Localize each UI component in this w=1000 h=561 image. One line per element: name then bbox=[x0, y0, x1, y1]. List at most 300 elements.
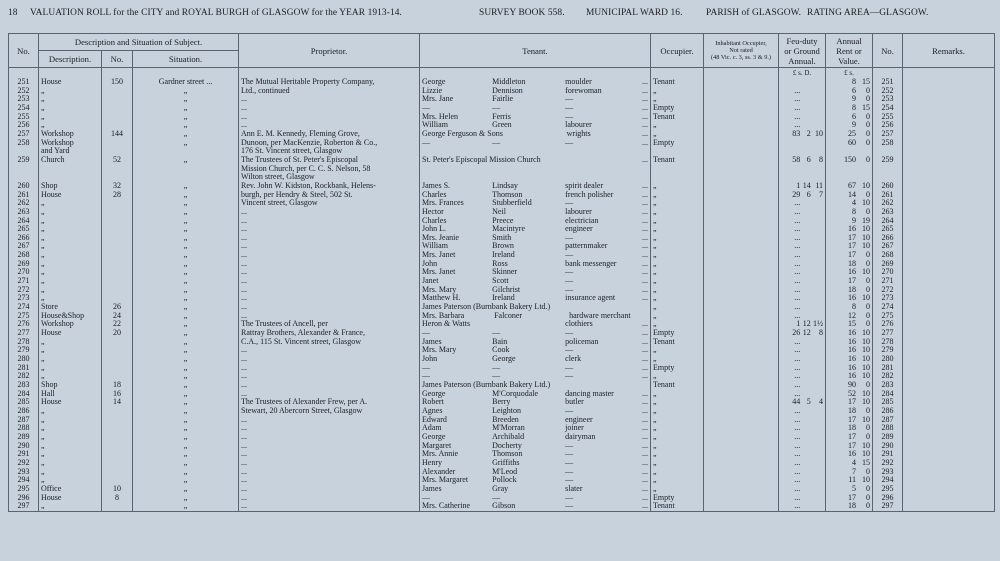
rating-area: RATING AREA—GLASGOW. bbox=[807, 8, 929, 18]
feu-shillings bbox=[800, 364, 811, 373]
row-feu-duty bbox=[779, 260, 826, 269]
feu-pounds: ... bbox=[794, 362, 801, 372]
tenant-first-name: George bbox=[422, 388, 446, 398]
row-situation: Gardner street ... bbox=[133, 78, 239, 87]
feu-shillings bbox=[800, 355, 811, 364]
tenant-occupation: hardware merchant bbox=[569, 310, 631, 320]
row-proprietor: The Trustees of Alexander Frew, per A. bbox=[239, 398, 420, 407]
rent-pounds: 12 bbox=[848, 310, 857, 320]
row-tenant bbox=[420, 346, 651, 355]
feu-pence bbox=[811, 104, 823, 113]
tenant-occupation: wrights bbox=[566, 128, 591, 138]
row-inhabitant bbox=[704, 312, 779, 321]
feu-pounds: ... bbox=[794, 276, 801, 286]
row-feu-duty bbox=[779, 468, 826, 477]
tenant-occupation: — bbox=[565, 94, 574, 104]
row-occupier: „ bbox=[651, 303, 704, 312]
feu-pounds: ... bbox=[794, 371, 801, 381]
tenant-occupation: policeman bbox=[565, 336, 599, 346]
col-inhabitant-line1: Inhabitant Occupier, bbox=[715, 40, 767, 47]
feu-pounds: ... bbox=[794, 388, 801, 398]
rent-shillings: 0 bbox=[866, 501, 871, 511]
row-description: House bbox=[39, 398, 102, 407]
col-feu-line3: Annual. bbox=[788, 55, 816, 66]
row-description: „ bbox=[39, 433, 102, 442]
row-remarks bbox=[903, 416, 995, 425]
feu-pence bbox=[811, 303, 823, 312]
row-inhabitant bbox=[704, 242, 779, 251]
row-number-right: 285 bbox=[873, 398, 903, 407]
col-inhabitant-occupier bbox=[704, 34, 779, 68]
row-feu-duty bbox=[779, 502, 826, 511]
row-inhabitant bbox=[704, 442, 779, 451]
row-feu-duty bbox=[779, 251, 826, 260]
row-tenant bbox=[420, 476, 651, 485]
feu-pounds: ... bbox=[794, 501, 801, 511]
row-number: 284 bbox=[9, 390, 39, 399]
row-situation: „ bbox=[133, 433, 239, 442]
row-occupier: Empty bbox=[651, 104, 704, 113]
tenant-occupation: — bbox=[565, 440, 574, 450]
rent-pounds: 16 bbox=[848, 224, 857, 234]
tenant-occupation: — bbox=[565, 449, 574, 459]
row-tenant bbox=[420, 234, 651, 243]
row-occupier: Tenant bbox=[651, 156, 704, 165]
row-feu-duty bbox=[779, 442, 826, 451]
feu-pounds: ... bbox=[794, 440, 801, 450]
col-description-group: Description and Situation of Subject. bbox=[39, 34, 239, 51]
row-tenant bbox=[420, 320, 651, 329]
feu-shillings bbox=[800, 407, 811, 416]
feu-pounds: ... bbox=[794, 215, 801, 225]
rent-shillings: 0 bbox=[866, 206, 871, 216]
row-number-right: 273 bbox=[873, 294, 903, 303]
feu-pounds: ... bbox=[794, 241, 801, 251]
row-situation: „ bbox=[133, 416, 239, 425]
tenant-occupation: engineer bbox=[565, 224, 593, 234]
rent-shillings: 10 bbox=[862, 198, 871, 208]
row-number-right: 291 bbox=[873, 450, 903, 459]
col-inhabitant-line3: (48 Vic. c. 3, ss. 3 & 9.) bbox=[711, 54, 772, 61]
row-proprietor: Dunoon, per MacKenzie, Roberton & Co., bbox=[239, 139, 420, 148]
tenant-leader-dots: ... bbox=[642, 397, 649, 407]
row-proprietor: ... bbox=[239, 95, 420, 104]
row-occupier: „ bbox=[651, 199, 704, 208]
row-remarks bbox=[903, 346, 995, 355]
rent-pounds: 16 bbox=[848, 354, 857, 363]
tenant-occupation: labourer bbox=[565, 120, 592, 130]
row-proprietor: ... bbox=[239, 251, 420, 260]
row-proprietor: ... bbox=[239, 502, 420, 511]
row-description: „ bbox=[39, 217, 102, 226]
row-street-number: 10 bbox=[102, 485, 133, 494]
rent-pounds: 16 bbox=[848, 371, 857, 381]
row-situation: „ bbox=[133, 303, 239, 312]
row-inhabitant bbox=[704, 165, 779, 174]
row-number-right: 260 bbox=[873, 182, 903, 191]
tenant-surname: Breeden bbox=[492, 414, 519, 424]
feu-pence bbox=[811, 338, 823, 347]
tenant-occupation: — bbox=[565, 405, 574, 415]
row-description: House bbox=[39, 329, 102, 338]
row-inhabitant bbox=[704, 121, 779, 130]
row-occupier: „ bbox=[651, 87, 704, 96]
tenant-first-name: James bbox=[422, 483, 442, 493]
row-number-right: 279 bbox=[873, 346, 903, 355]
row-tenant bbox=[420, 502, 651, 511]
row-description: „ bbox=[39, 277, 102, 286]
tenant-leader-dots: ... bbox=[642, 85, 649, 95]
tenant-leader-dots: ... bbox=[642, 371, 649, 381]
row-street-number: 28 bbox=[102, 191, 133, 200]
row-remarks bbox=[903, 355, 995, 364]
row-street-number bbox=[102, 225, 133, 234]
row-street-number bbox=[102, 217, 133, 226]
tenant-surname: Thomson bbox=[492, 189, 523, 199]
row-street-number: 20 bbox=[102, 329, 133, 338]
row-street-number bbox=[102, 242, 133, 251]
row-tenant bbox=[420, 433, 651, 442]
feu-shillings bbox=[800, 268, 811, 277]
row-number-right: 278 bbox=[873, 338, 903, 347]
tenant-surname: Thomson bbox=[492, 449, 523, 459]
feu-pence bbox=[811, 416, 823, 425]
row-occupier: „ bbox=[651, 398, 704, 407]
row-occupier bbox=[651, 173, 704, 182]
row-number-right: 263 bbox=[873, 208, 903, 217]
row-street-number bbox=[102, 416, 133, 425]
row-inhabitant bbox=[704, 286, 779, 295]
row-description: „ bbox=[39, 424, 102, 433]
feu-shillings bbox=[800, 294, 811, 303]
parish: PARISH of GLASGOW. bbox=[706, 8, 802, 18]
row-number: 274 bbox=[9, 303, 39, 312]
row-number-right: 274 bbox=[873, 303, 903, 312]
col-occupier: Occupier. bbox=[651, 34, 704, 68]
tenant-leader-dots: ... bbox=[642, 457, 649, 467]
col-street-no: No. bbox=[102, 51, 133, 68]
tenant-surname: Ireland bbox=[492, 293, 515, 303]
feu-pence bbox=[811, 208, 823, 217]
rent-shillings: 0 bbox=[866, 423, 871, 433]
row-description: Store bbox=[39, 303, 102, 312]
row-street-number bbox=[102, 208, 133, 217]
row-number: 276 bbox=[9, 320, 39, 329]
row-number: 294 bbox=[9, 476, 39, 485]
row-street-number bbox=[102, 277, 133, 286]
tenant-occupation: moulder bbox=[565, 77, 592, 86]
tenant-surname: — bbox=[492, 328, 501, 338]
feu-shillings: 14 bbox=[802, 180, 811, 190]
row-number-right: 295 bbox=[873, 485, 903, 494]
row-number: 280 bbox=[9, 355, 39, 364]
tenant-first-name: James Paterson (Burnbank Bakery Ltd.) bbox=[422, 379, 551, 389]
row-feu-duty bbox=[779, 95, 826, 104]
row-tenant bbox=[420, 390, 651, 399]
tenant-surname: Dennison bbox=[492, 85, 523, 95]
tenant-occupation: — bbox=[565, 102, 574, 112]
row-number-right: 269 bbox=[873, 260, 903, 269]
row-description: „ bbox=[39, 442, 102, 451]
row-street-number: 24 bbox=[102, 312, 133, 321]
row-remarks bbox=[903, 338, 995, 347]
row-description: „ bbox=[39, 104, 102, 113]
feu-pounds: 29 bbox=[792, 189, 801, 199]
tenant-leader-dots: ... bbox=[642, 466, 649, 476]
rent-pounds: 4 bbox=[852, 457, 857, 467]
row-description: and Yard bbox=[39, 147, 102, 156]
tenant-surname: M'Leod bbox=[492, 466, 518, 476]
feu-pence bbox=[811, 502, 823, 511]
row-feu-duty bbox=[779, 165, 826, 174]
tenant-first-name: George Ferguson & Sons bbox=[422, 128, 503, 138]
row-inhabitant bbox=[704, 182, 779, 191]
row-tenant bbox=[420, 268, 651, 277]
row-description: „ bbox=[39, 251, 102, 260]
row-situation: „ bbox=[133, 130, 239, 139]
tenant-occupation: joiner bbox=[565, 423, 584, 433]
tenant-first-name: Agnes bbox=[422, 405, 443, 415]
feu-pence bbox=[811, 113, 823, 122]
row-inhabitant bbox=[704, 191, 779, 200]
row-remarks bbox=[903, 407, 995, 416]
row-occupier: „ bbox=[651, 251, 704, 260]
feu-pence bbox=[811, 199, 823, 208]
rent-pounds: 18 bbox=[848, 258, 857, 268]
row-description: „ bbox=[39, 208, 102, 217]
tenant-first-name: William bbox=[422, 120, 448, 130]
row-remarks bbox=[903, 329, 995, 338]
tenant-first-name: George bbox=[422, 431, 446, 441]
row-tenant bbox=[420, 78, 651, 87]
tenant-leader-dots: ... bbox=[642, 405, 649, 415]
row-feu-duty bbox=[779, 294, 826, 303]
row-remarks bbox=[903, 277, 995, 286]
row-situation: „ bbox=[133, 355, 239, 364]
row-inhabitant bbox=[704, 329, 779, 338]
table-row bbox=[9, 364, 995, 373]
tenant-occupation: — bbox=[565, 345, 574, 355]
row-tenant bbox=[420, 156, 651, 165]
row-remarks bbox=[903, 147, 995, 156]
tenant-surname: Preece bbox=[492, 215, 514, 225]
row-description: „ bbox=[39, 468, 102, 477]
feu-shillings bbox=[800, 416, 811, 425]
rent-shillings: 0 bbox=[866, 154, 871, 164]
row-description bbox=[39, 165, 102, 174]
row-description: Hall bbox=[39, 390, 102, 399]
row-inhabitant bbox=[704, 156, 779, 165]
col-proprietor: Proprietor. bbox=[239, 34, 420, 68]
rent-pounds: 150 bbox=[844, 154, 857, 164]
feu-pence bbox=[811, 234, 823, 243]
feu-shillings bbox=[800, 104, 811, 113]
row-remarks bbox=[903, 424, 995, 433]
row-description: „ bbox=[39, 121, 102, 130]
row-tenant bbox=[420, 199, 651, 208]
tenant-occupation: bank messenger bbox=[565, 258, 617, 268]
row-occupier: „ bbox=[651, 416, 704, 425]
rent-pounds: 17 bbox=[848, 241, 857, 251]
rent-shillings: 10 bbox=[862, 371, 871, 381]
row-remarks bbox=[903, 459, 995, 468]
feu-pounds: ... bbox=[794, 466, 801, 476]
row-number: 267 bbox=[9, 242, 39, 251]
row-situation: „ bbox=[133, 398, 239, 407]
row-feu-duty bbox=[779, 156, 826, 165]
feu-shillings bbox=[800, 485, 811, 494]
row-number-right: 292 bbox=[873, 459, 903, 468]
tenant-surname: Fairlie bbox=[492, 94, 514, 104]
tenant-surname: Ross bbox=[492, 258, 508, 268]
row-situation: „ bbox=[133, 468, 239, 477]
feu-pence: 7 bbox=[819, 189, 824, 199]
row-proprietor: ... bbox=[239, 390, 420, 399]
row-description: Shop bbox=[39, 381, 102, 390]
tenant-first-name: Lizzie bbox=[422, 85, 442, 95]
row-remarks bbox=[903, 130, 995, 139]
row-feu-duty bbox=[779, 424, 826, 433]
rent-shillings: 10 bbox=[862, 180, 871, 190]
feu-pence bbox=[811, 424, 823, 433]
col-situation: Situation. bbox=[133, 51, 239, 68]
row-tenant bbox=[420, 87, 651, 96]
row-situation: „ bbox=[133, 268, 239, 277]
table-row bbox=[9, 320, 995, 329]
feu-shillings: 12 bbox=[802, 328, 811, 338]
row-street-number bbox=[102, 260, 133, 269]
feu-shillings: 6 bbox=[806, 189, 811, 199]
rent-shillings: 0 bbox=[866, 466, 871, 476]
feu-pence: 4 bbox=[819, 397, 824, 407]
rent-pounds: 6 bbox=[852, 85, 857, 95]
feu-pounds: ... bbox=[794, 102, 801, 112]
row-number bbox=[9, 165, 39, 174]
row-proprietor: ... bbox=[239, 286, 420, 295]
row-inhabitant bbox=[704, 104, 779, 113]
rent-shillings: 0 bbox=[866, 492, 871, 502]
row-street-number bbox=[102, 113, 133, 122]
tenant-surname: Brown bbox=[492, 241, 514, 251]
row-description: House bbox=[39, 191, 102, 200]
row-situation: „ bbox=[133, 121, 239, 130]
row-feu-duty bbox=[779, 303, 826, 312]
row-occupier: „ bbox=[651, 191, 704, 200]
row-situation: „ bbox=[133, 372, 239, 381]
tenant-leader-dots: ... bbox=[642, 258, 649, 268]
page-number: 18 bbox=[8, 8, 18, 18]
row-remarks bbox=[903, 251, 995, 260]
feu-shillings bbox=[800, 217, 811, 226]
row-proprietor: ... bbox=[239, 208, 420, 217]
feu-shillings bbox=[800, 303, 811, 312]
row-remarks bbox=[903, 191, 995, 200]
rent-shillings: 0 bbox=[866, 405, 871, 415]
tenant-first-name: Mrs. Jane bbox=[422, 94, 454, 104]
feu-pounds: ... bbox=[794, 431, 801, 441]
row-number-right: 266 bbox=[873, 234, 903, 243]
tenant-leader-dots: ... bbox=[642, 120, 649, 130]
row-number-right: 276 bbox=[873, 320, 903, 329]
feu-shillings bbox=[800, 338, 811, 347]
row-feu-duty bbox=[779, 225, 826, 234]
row-inhabitant bbox=[704, 407, 779, 416]
row-proprietor: ... bbox=[239, 450, 420, 459]
tenant-leader-dots: ... bbox=[642, 475, 649, 485]
row-number-right: 255 bbox=[873, 113, 903, 122]
row-proprietor: ... bbox=[239, 294, 420, 303]
row-tenant bbox=[420, 355, 651, 364]
table-row bbox=[9, 502, 995, 511]
row-number: 272 bbox=[9, 286, 39, 295]
row-feu-duty bbox=[779, 78, 826, 87]
row-number: 256 bbox=[9, 121, 39, 130]
feu-pence bbox=[811, 95, 823, 104]
row-proprietor: ... bbox=[239, 381, 420, 390]
row-remarks bbox=[903, 364, 995, 373]
tenant-first-name: — bbox=[422, 362, 431, 372]
row-number: 270 bbox=[9, 268, 39, 277]
feu-shillings bbox=[800, 113, 811, 122]
row-proprietor: ... bbox=[239, 364, 420, 373]
feu-pence bbox=[811, 433, 823, 442]
row-description: „ bbox=[39, 268, 102, 277]
tenant-occupation: — bbox=[565, 232, 574, 242]
row-inhabitant bbox=[704, 277, 779, 286]
rent-pounds: 16 bbox=[848, 336, 857, 346]
rent-pounds: 9 bbox=[852, 215, 857, 225]
row-inhabitant bbox=[704, 139, 779, 148]
tenant-first-name: Mrs. Helen bbox=[422, 111, 459, 121]
row-number: 260 bbox=[9, 182, 39, 191]
row-number: 269 bbox=[9, 260, 39, 269]
row-remarks bbox=[903, 433, 995, 442]
row-number: 293 bbox=[9, 468, 39, 477]
row-situation: „ bbox=[133, 242, 239, 251]
tenant-leader-dots: ... bbox=[642, 449, 649, 459]
feu-pence bbox=[811, 268, 823, 277]
rent-pounds: 16 bbox=[848, 267, 857, 277]
feu-shillings bbox=[800, 277, 811, 286]
row-feu-duty bbox=[779, 130, 826, 139]
row-feu-duty bbox=[779, 113, 826, 122]
rent-pounds: 17 bbox=[848, 397, 857, 407]
tenant-first-name: — bbox=[422, 328, 431, 338]
tenant-occupation: clothiers bbox=[565, 319, 593, 329]
table-row bbox=[9, 165, 995, 174]
row-feu-duty bbox=[779, 191, 826, 200]
feu-pence bbox=[811, 242, 823, 251]
rent-shillings: 15 bbox=[862, 77, 871, 86]
row-number-right: 290 bbox=[873, 442, 903, 451]
table-row bbox=[9, 312, 995, 321]
rent-shillings: 0 bbox=[866, 319, 871, 329]
tenant-leader-dots: ... bbox=[642, 241, 649, 251]
row-proprietor: Wilton street, Glasgow bbox=[239, 173, 420, 182]
rent-pounds: 8 bbox=[852, 302, 857, 312]
row-remarks bbox=[903, 320, 995, 329]
row-description: Office bbox=[39, 485, 102, 494]
row-number-right: 259 bbox=[873, 156, 903, 165]
row-occupier: Empty bbox=[651, 494, 704, 503]
row-number-right: 288 bbox=[873, 424, 903, 433]
feu-pence bbox=[811, 286, 823, 295]
tenant-surname bbox=[495, 156, 567, 165]
feu-pounds: ... bbox=[794, 336, 801, 346]
rent-shillings: 0 bbox=[866, 85, 871, 95]
feu-pence bbox=[811, 277, 823, 286]
tenant-surname: Gilchrist bbox=[492, 284, 521, 294]
